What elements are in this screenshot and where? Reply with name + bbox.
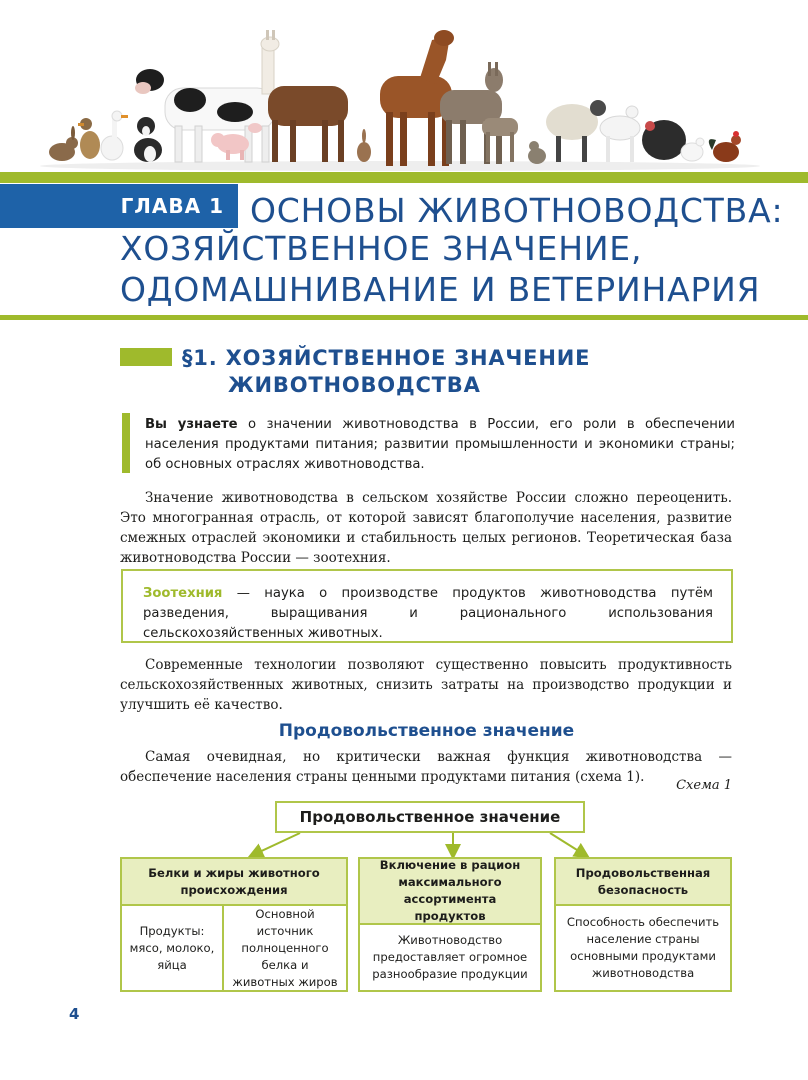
paragraph-3: Самая очевидная, но критически важная функция животноводства — обеспечение населения страны ценными продуктами питания (схема 1). — [120, 749, 732, 785]
diagram-box-security-title: Продовольственная безопасность — [556, 859, 730, 906]
chapter-title-line1: ОСНОВЫ ЖИВОТНОВОДСТВА: — [250, 191, 784, 230]
subheading: Продовольственное значение — [278, 721, 575, 741]
chapter-title-line3: ОДОМАШНИВАНИЕ И ВЕТЕРИНАРИЯ — [120, 270, 761, 309]
diagram-box-protein-title: Белки и жиры животного происхождения — [122, 859, 346, 906]
intro-body: о значении животноводства в России, его роли в обеспечении населения продуктами питания; развитии промышленности и экономики страны; об основных отраслях животноводства. — [145, 417, 735, 472]
section-title-line1: §1. ХОЗЯЙСТВЕННОЕ ЗНАЧЕНИЕ — [182, 346, 591, 370]
diagram-box-security-body: Способность обеспечить население страны основными продуктами животноводства — [566, 915, 720, 980]
definition-body: — наука о производстве продуктов животноводства путём разведения, выращивания и рационального использования сельскохозяйственных животных. — [143, 586, 713, 641]
intro-lead: Вы узнаете — [145, 417, 238, 432]
paragraph-2: Современные технологии позволяют существенно повысить продуктивность сельскохозяйственных животных, снизить затраты на производство продукции и улучшить её качество. — [120, 657, 732, 713]
arrow-left — [253, 833, 300, 855]
diagram-box-assortment — [358, 857, 542, 992]
diagram-box-protein-left: Продукты: мясо, молоко, яйца — [122, 906, 224, 990]
diagram-box-protein — [120, 857, 348, 992]
diagram-box-assortment-body: Животноводство предоставляет огромное разнообразие продукции — [372, 933, 528, 981]
paragraph-1: Значение животноводства в сельском хозяйстве России сложно переоценить. Это многогранная отрасль, от которой зависят благополучие населения, развитие смежных отраслей экономики и стабильность целых регионов. Теоретическая база животноводства России — зоотехния. — [120, 490, 732, 566]
diagram-box-assortment-title: Включение в рацион максимального ассортимента продуктов — [360, 859, 540, 925]
scheme-caption: Схема 1 — [676, 778, 732, 793]
page-number: 4 — [69, 1005, 80, 1023]
arrow-right — [550, 833, 585, 855]
diagram-box-security — [554, 857, 732, 992]
diagram-box-protein-body — [122, 906, 346, 990]
chapter-label: ГЛАВА 1 — [0, 184, 238, 228]
diagram-root-box: Продовольственное значение — [275, 801, 585, 833]
chapter-title-line2: ХОЗЯЙСТВЕННОЕ ЗНАЧЕНИЕ, — [120, 229, 643, 268]
diagram-box-protein-right: Основной источник полноценного белка и животных жиров — [232, 906, 338, 989]
section-title-line2: ЖИВОТНОВОДСТВА — [228, 373, 481, 397]
definition-term: Зоотехния — [143, 586, 223, 601]
